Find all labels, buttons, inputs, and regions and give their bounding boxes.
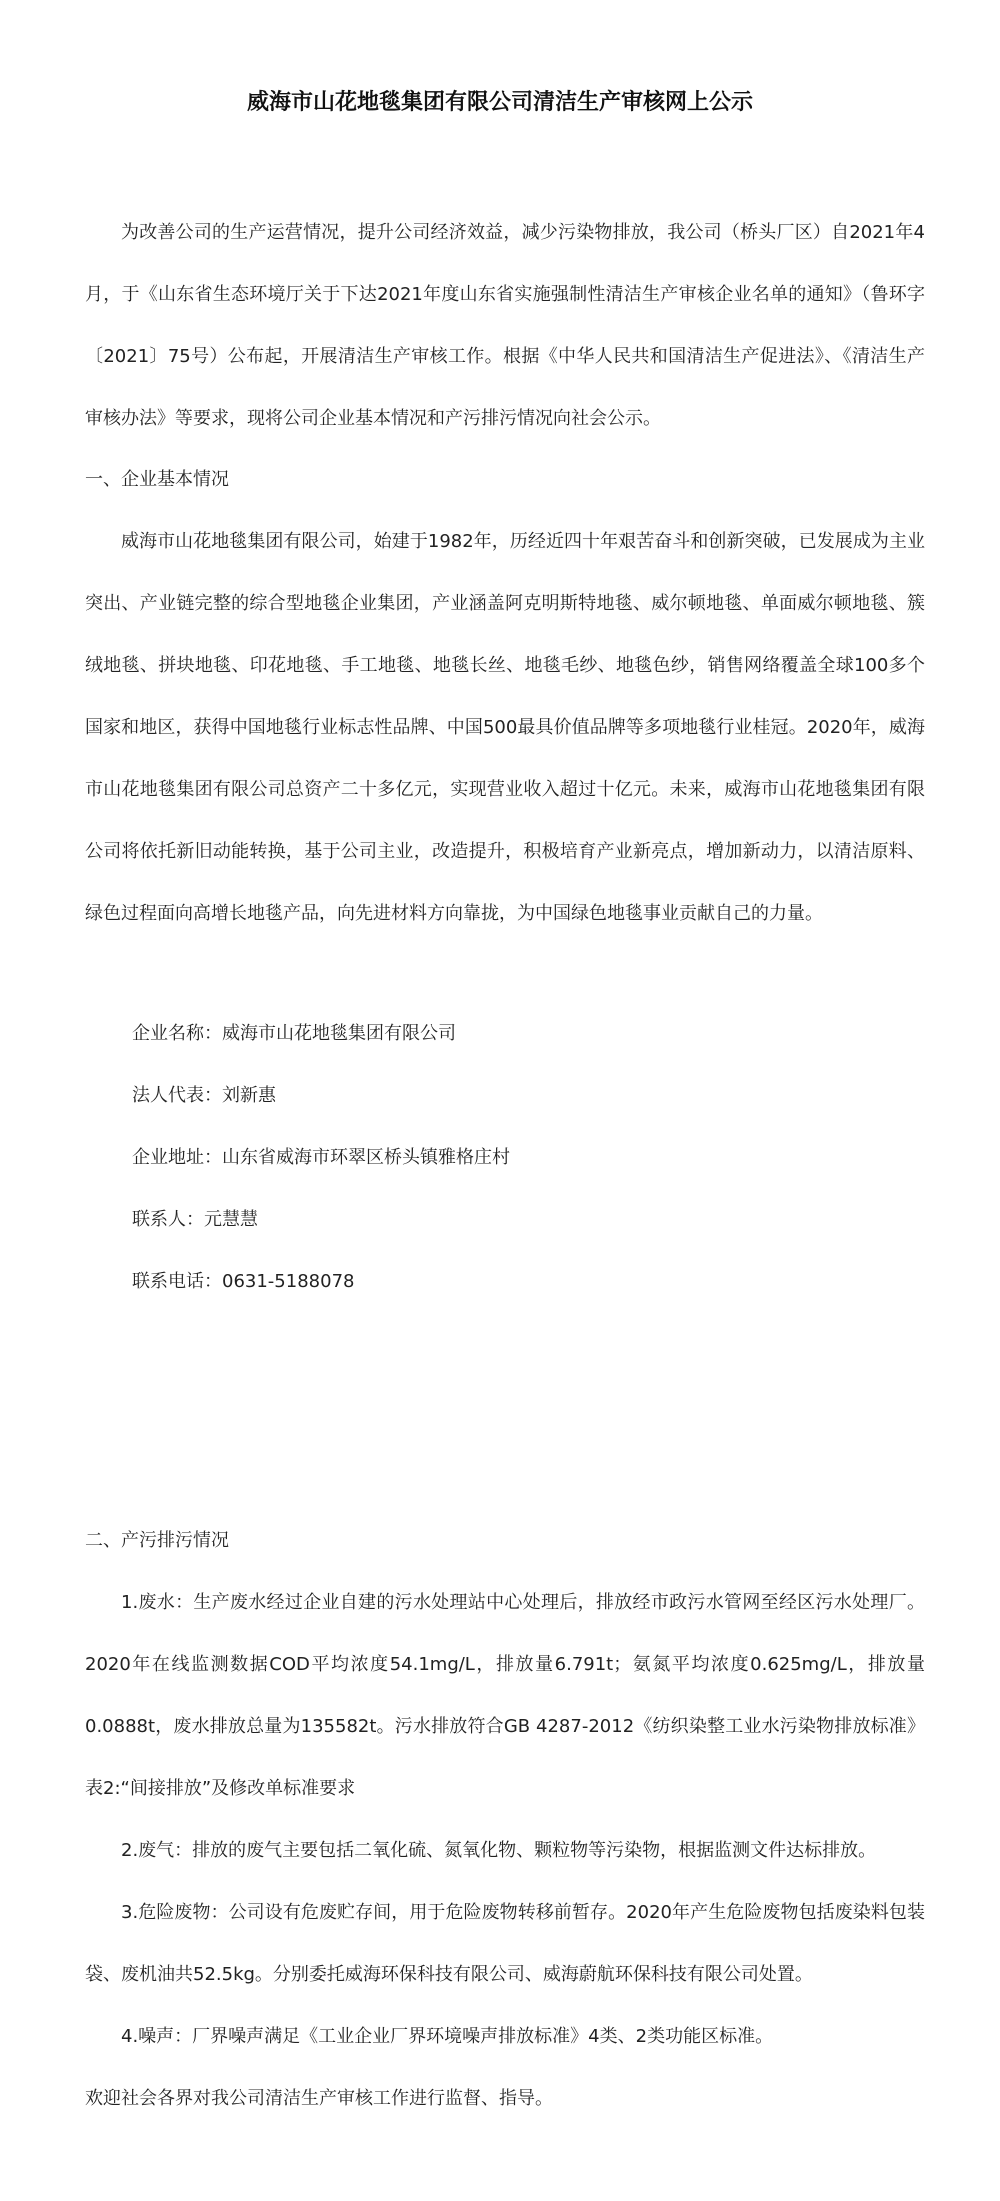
legal-rep-field: 法人代表：刘新惠 xyxy=(132,1085,276,1106)
company-address-field: 企业地址：山东省威海市环翠区桥头镇雅格庄村 xyxy=(132,1147,510,1168)
section2-heading: 二、产污排污情况 xyxy=(85,1530,229,1551)
noise-paragraph: 4.噪声：厂界噪声满足《工业企业厂界环境噪声排放标准》4类、2类功能区标准。 xyxy=(121,2026,774,2047)
intro-paragraph: 为改善公司的生产运营情况，提升公司经济效益，减少污染物排放，我公司（桥头厂区）自2021年4月，于《山东省生态环境厅关于下达2021年度山东省实施强制性清洁生产审核企业名单的通知》（鲁环字〔2021〕75号）公布起，开展清洁生产审核工作。根据《中华人民共和国清洁生产促进法》、《清洁生产审核办法》等要求，现将公司企业基本情况和产污排污情况向社会公示。 xyxy=(85,222,925,429)
closing-statement: 欢迎社会各界对我公司清洁生产审核工作进行监督、指导。 xyxy=(85,2088,553,2109)
waste-gas-paragraph: 2.废气：排放的废气主要包括二氧化硫、氮氧化物、颗粒物等污染物，根据监测文件达标排放。 xyxy=(121,1840,877,1861)
contact-phone-field: 联系电话：0631-5188078 xyxy=(132,1271,355,1292)
company-profile-paragraph: 威海市山花地毯集团有限公司，始建于1982年，历经近四十年艰苦奋斗和创新突破，已发展成为主业突出、产业链完整的综合型地毯企业集团，产业涵盖阿克明斯特地毯、威尔顿地毯、单面威尔顿地毯、簇绒地毯、拼块地毯、印花地毯、手工地毯、地毯长丝、地毯毛纱、地毯色纱，销售网络覆盖全球100多个国家和地区，获得中国地毯行业标志性品牌、中国500最具价值品牌等多项地毯行业桂冠。2020年，威海市山花地毯集团有限公司总资产二十多亿元，实现营业收入超过十亿元。未来，威海市山花地毯集团有限公司将依托新旧动能转换，基于公司主业，改造提升，积极培育产业新亮点，增加新动力，以清洁原料、绿色过程面向高增长地毯产品，向先进材料方向靠拢，为中国绿色地毯事业贡献自己的力量。 xyxy=(85,531,925,924)
hazardous-waste-paragraph: 3.危险废物：公司设有危废贮存间，用于危险废物转移前暂存。2020年产生危险废物包括废染料包装袋、废机油共52.5kg。分别委托威海环保科技有限公司、威海蔚航环保科技有限公司处置。 xyxy=(85,1902,925,1985)
page-title: 威海市山花地毯集团有限公司清洁生产审核网上公示 xyxy=(246,90,753,115)
contact-person-field: 联系人：元慧慧 xyxy=(132,1209,258,1230)
wastewater-paragraph: 1.废水：生产废水经过企业自建的污水处理站中心处理后，排放经市政污水管网至经区污水处理厂。2020年在线监测数据COD平均浓度54.1mg/L，排放量6.791t；氨氮平均浓度0.625mg/L，排放量0.0888t，废水排放总量为135582t。污水排放符合GB 4287-2012《纺织染整工业水污染物排放标准》表2:“间接排放”及修改单标准要求 xyxy=(85,1592,925,1799)
company-name-field: 企业名称：威海市山花地毯集团有限公司 xyxy=(132,1023,456,1044)
section1-heading: 一、企业基本情况 xyxy=(85,469,229,490)
